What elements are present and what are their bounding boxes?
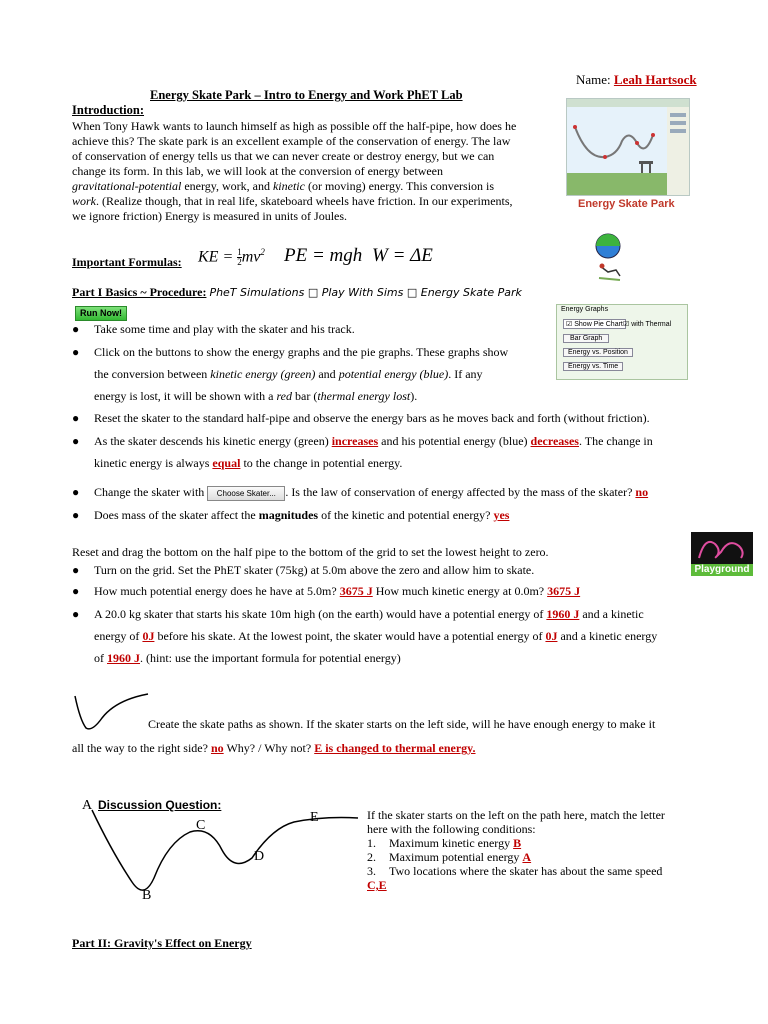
page-title: Energy Skate Park – Intro to Energy and Work PhET Lab — [150, 88, 463, 102]
reset-intro: Reset and drag the bottom on the half pipe to the bottom of the grid to set the lowest height to zero. — [72, 545, 549, 559]
bullet-6-text — [94, 504, 509, 526]
text-thermal: thermal energy lost — [317, 389, 411, 403]
text: A 20.0 kg skater that starts his skate 10m high (on the earth) would have a potential energy of — [94, 607, 547, 621]
bullet-dot: ● — [72, 508, 80, 522]
text: and a kinetic energy — [557, 629, 658, 643]
energy-vs-time-button[interactable]: Energy vs. Time — [563, 362, 623, 371]
text: of the kinetic and potential energy? — [318, 508, 494, 522]
intro-line-1: When Tony Hawk wants to launch himself as high as possible off the half-pipe, how does he — [72, 119, 517, 133]
discussion-q-line-2: here with the following conditions: — [367, 822, 536, 836]
text: bar ( — [292, 389, 318, 403]
formula-ke — [198, 247, 265, 267]
pie-chart-icon — [594, 232, 622, 264]
item-number: 1. — [367, 836, 376, 850]
text: Does mass of the skater affect the — [94, 508, 259, 522]
bullet-dot: ● — [72, 345, 80, 359]
text: ). — [410, 389, 418, 403]
energy-graphs-panel — [556, 304, 688, 380]
intro-text: (or moving) energy. This conversion is — [304, 179, 495, 193]
text-red: red — [276, 389, 292, 403]
discussion-diagram — [72, 792, 362, 914]
answer-ke-0m: 3675 J — [547, 584, 581, 598]
text: of — [94, 651, 107, 665]
simulation-screenshot — [566, 98, 690, 196]
answer-pe-lowest: 0J — [545, 629, 558, 643]
paths-line-2 — [72, 741, 476, 756]
text: energy of — [94, 629, 143, 643]
bullet-3-text: Reset the skater to the standard half-pipe and observe the energy bars as he moves back and forth (without friction). — [94, 411, 650, 425]
answer-enough-energy: no — [210, 741, 224, 755]
paths-line-1: Create the skate paths as shown. If the skater starts on the left side, will he have enough energy to make it — [148, 717, 656, 731]
answer-max-pe: A — [522, 850, 532, 864]
text-ke-green: kinetic energy (green) — [210, 367, 316, 381]
text: How much potential energy does he have at 5.0m? — [94, 584, 340, 598]
skater-icon — [596, 262, 624, 286]
formulas-label: Important Formulas: — [72, 255, 182, 269]
term-gravitational-potential: gravitational-potential — [72, 179, 182, 193]
answer-pe-10m: 1960 J — [546, 607, 580, 621]
energy-vs-position-button[interactable]: Energy vs. Position — [563, 348, 633, 357]
formula-ke-num: 1 — [237, 247, 242, 258]
sim-caption: Energy Skate Park — [578, 198, 675, 210]
answer-max-ke: B — [513, 836, 522, 850]
choose-skater-button[interactable]: Choose Skater... — [207, 486, 285, 501]
text: all the way to the right side? — [72, 741, 211, 755]
run-now-button[interactable]: Run Now! — [75, 306, 127, 321]
intro-line-4: change its form. In this lab, we will look at the conversion of energy between — [72, 164, 444, 178]
answer-pe-5m: 3675 J — [339, 584, 373, 598]
text: How much kinetic energy at 0.0m? — [372, 584, 548, 598]
text: Why? / Why not? — [223, 741, 315, 755]
discussion-text — [367, 808, 665, 892]
answer-ke-lowest: 1960 J — [107, 651, 140, 665]
bullet-2-text-1: Click on the buttons to show the energy graphs and the pie graphs. These graphs show — [94, 345, 509, 359]
bullet-dot: ● — [72, 322, 80, 336]
intro-line-6 — [72, 194, 542, 209]
text: the conversion between — [94, 367, 211, 381]
formula-ke-rhs: mv — [241, 248, 261, 266]
part1-heading: Part I Basics ~ Procedure: — [72, 285, 207, 299]
formula-ke-lhs: KE = — [198, 248, 238, 266]
show-pie-chart-checkbox[interactable]: ☑ Show Pie Chart — [563, 319, 626, 329]
formula-ke-exp: 2 — [260, 247, 265, 257]
answer-yes: yes — [493, 508, 510, 522]
bullet-dot: ● — [72, 607, 80, 621]
discussion-item-3 — [367, 864, 665, 878]
playground-label: Playground — [691, 564, 753, 576]
bullet-4-text-2 — [94, 452, 402, 474]
part1-heading-line — [72, 285, 522, 300]
bullet-2-text-2 — [94, 363, 483, 385]
intro-line-2: achieve this? The skate park is an excellent example of the conservation of energy. The law — [72, 134, 511, 148]
text: . (hint: use the important formula for potential energy) — [140, 651, 401, 665]
name-label: Name: — [576, 72, 611, 87]
skate-track-illustration — [567, 99, 689, 195]
bullet-2-text-3 — [94, 385, 417, 407]
answer-ke-start: 0J — [142, 629, 155, 643]
text: . If any — [448, 367, 483, 381]
text: Maximum potential energy — [389, 850, 523, 864]
text: Maximum kinetic energy — [389, 836, 514, 850]
text: . Is the law of conservation of energy affected by the mass of the skater? — [285, 485, 636, 499]
bullet-dot: ● — [72, 563, 80, 577]
point-c-label: C — [196, 818, 206, 833]
discussion-item-1 — [367, 836, 665, 850]
formula-w: W = ΔE — [372, 245, 433, 266]
with-thermal-checkbox[interactable]: ☑ with Thermal — [623, 321, 672, 328]
term-kinetic: kinetic — [272, 179, 305, 193]
bullet-1-text: Take some time and play with the skater and his track. — [94, 322, 355, 336]
bullet-dot: ● — [72, 584, 80, 598]
bullet-dot: ● — [72, 411, 80, 425]
part1-nav-path: PheT Simulations □ Play With Sims □ Energy Skate Park — [209, 286, 522, 299]
energy-graphs-title: Energy Graphs — [561, 306, 609, 313]
answer-no: no — [635, 485, 649, 499]
formula-pe: PE = mgh — [284, 245, 363, 266]
part2-heading: Part II: Gravity's Effect on Energy — [72, 936, 252, 950]
skate-path-sketch — [72, 690, 152, 740]
point-e-label: E — [310, 810, 319, 825]
grid-bullet-3-text-2 — [94, 625, 657, 647]
text: kinetic energy is always — [94, 456, 213, 470]
answer-equal: equal — [212, 456, 241, 470]
answer-why: E is changed to thermal energy. — [314, 741, 476, 755]
intro-line-7: we ignore friction) Energy is measured in units of Joules. — [72, 209, 348, 223]
text: and his potential energy (blue) — [378, 434, 531, 448]
name-value: Leah Hartsock — [613, 72, 697, 87]
intro-line-5 — [72, 179, 542, 194]
intro-text: energy, work, and — [181, 179, 273, 193]
discussion-item-2 — [367, 850, 665, 864]
playground-icon — [691, 532, 753, 576]
bar-graph-button[interactable]: Bar Graph — [563, 334, 609, 343]
discussion-q-line-1: If the skater starts on the left on the path here, match the letter — [367, 808, 665, 822]
intro-line-3: of conservation of energy tells us that we can never create or destroy energy, but we can — [72, 149, 495, 163]
answer-decreases: decreases — [530, 434, 579, 448]
discussion-title: Discussion Question: — [98, 798, 222, 812]
formula-ke-den: 2 — [237, 257, 242, 268]
point-d-label: D — [254, 849, 265, 864]
text: Two locations where the skater has about the same speed — [389, 864, 663, 878]
show-pie-chart-label: Show Pie Chart — [574, 321, 623, 328]
text: and — [315, 367, 339, 381]
item-number: 3. — [367, 864, 376, 878]
text-pe-blue: potential energy (blue) — [338, 367, 449, 381]
intro-text: . (Realize though, that in real life, skateboard wheels have friction. In our experiments, — [96, 194, 513, 208]
with-thermal-label: with Thermal — [631, 321, 672, 328]
text: energy is lost, it will be shown with a — [94, 389, 277, 403]
grid-bullet-1-text: Turn on the grid. Set the PhET skater (75kg) at 5.0m above the zero and allow him to skate. — [94, 563, 535, 577]
point-a-label: A — [82, 798, 93, 813]
text: Change the skater with — [94, 485, 208, 499]
answer-increases: increases — [331, 434, 379, 448]
term-work: work — [72, 194, 96, 208]
name-line — [576, 72, 697, 88]
grid-bullet-2-text — [94, 580, 580, 602]
grid-bullet-3-text-1 — [94, 603, 644, 625]
text: to the change in potential energy. — [240, 456, 403, 470]
intro-heading: Introduction: — [72, 103, 145, 117]
item-number: 2. — [367, 850, 376, 864]
grid-bullet-3-text-3 — [94, 647, 401, 669]
bullet-5-text — [94, 481, 648, 503]
answer-same-speed: C,E — [367, 878, 387, 892]
text: and a kinetic — [579, 607, 644, 621]
text: . The change in — [578, 434, 653, 448]
bullet-dot: ● — [72, 485, 80, 499]
point-b-label: B — [142, 888, 152, 903]
bullet-4-text-1 — [94, 430, 653, 452]
bullet-dot: ● — [72, 434, 80, 448]
term-magnitudes: magnitudes — [258, 508, 319, 522]
text: before his skate. At the lowest point, the skater would have a potential energy of — [154, 629, 546, 643]
text: As the skater descends his kinetic energy (green) — [94, 434, 332, 448]
